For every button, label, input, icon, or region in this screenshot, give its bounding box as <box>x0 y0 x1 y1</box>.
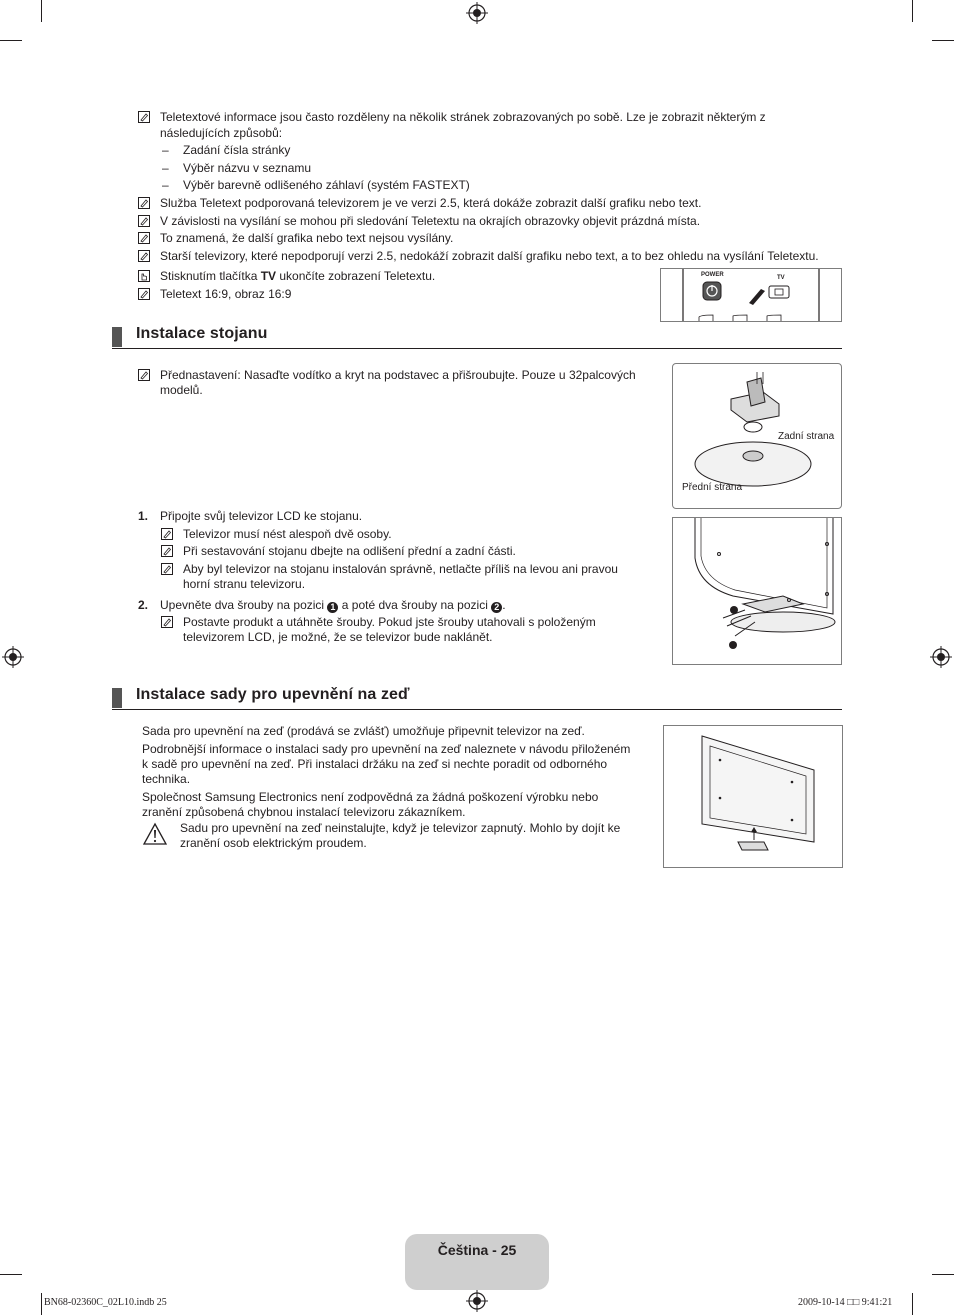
dash-bullet: – <box>162 143 169 157</box>
preset-note-line: modelů. <box>160 383 203 397</box>
tv-stand-screws-illustration <box>672 517 842 665</box>
stand-illustration <box>672 363 842 509</box>
warning-icon <box>142 822 168 846</box>
note-icon <box>138 250 150 262</box>
print-slug-left: BN68-02360C_02L10.indb 25 <box>44 1297 167 1308</box>
step-note: Televizor musí nést alespoň dvě osoby. <box>183 527 392 541</box>
wall-paragraph-line: zranění způsobená chybnou instalací televizoru zákazníkem. <box>142 805 466 819</box>
note-icon <box>138 232 150 244</box>
section-title-stand: Instalace stojanu <box>136 325 268 342</box>
wall-paragraph-line: k sadě pro upevnění na zeď. Při instalaci držáku na zeď si nechte poradit od odborného <box>142 757 608 771</box>
preset-note-line: Přednastavení: Nasaďte vodítko a kryt na podstavec a přišroubujte. Pouze u 32palcových <box>160 368 636 382</box>
teletext-note: Starší televizory, které nepodporují verzi 2.5, nedokáží zobrazit další grafiku nebo text, a to bez ohledu na vysílání Teletextu. <box>160 249 819 263</box>
registration-mark-icon <box>930 646 952 668</box>
teletext-note: Teletext 16:9, obraz 16:9 <box>160 287 292 301</box>
rear-side-label: Zadní strana <box>778 431 835 442</box>
wall-paragraph: Sada pro upevnění na zeď (prodává se zvlášť) umožňuje připevnit televizor na zeď. <box>142 724 585 738</box>
wall-mount-illustration <box>663 725 843 868</box>
note-icon <box>161 528 173 540</box>
registration-mark-icon <box>466 2 488 24</box>
note-icon <box>161 616 173 628</box>
remote-power-label: POWER <box>701 272 724 278</box>
section-title-wall-mount: Instalace sady pro upevnění na zeď <box>136 686 410 703</box>
teletext-note: To znamená, že další grafika nebo text nejsou vysílány. <box>160 231 454 245</box>
note-icon <box>138 215 150 227</box>
dash-item: Zadání čísla stránky <box>183 143 291 157</box>
teletext-note-line: následujících způsobů: <box>160 126 283 140</box>
step-note-line: televizorem LCD, je možné, že se televizor bude naklánět. <box>183 630 493 644</box>
dash-item: Výběr názvu v seznamu <box>183 161 312 175</box>
teletext-note-line: Teletextové informace jsou často rozděleny na několik stránek zobrazovaných po sobě. Lze je zobrazit některým z <box>160 110 766 124</box>
step-note-line: Aby byl televizor na stojanu instalován správně, netlačte příliš na levou ani pravou <box>183 562 618 576</box>
step-text: Připojte svůj televizor LCD ke stojanu. <box>160 509 363 523</box>
tv-back-icon <box>664 726 842 867</box>
tv-note-pre: Stisknutím tlačítka <box>160 269 261 283</box>
crop-mark <box>0 1274 22 1275</box>
tv-screws-icon <box>673 518 841 664</box>
dash-item: Výběr barevně odlišeného záhlaví (systém FASTEXT) <box>183 178 470 192</box>
crop-mark <box>932 1274 954 1275</box>
step-text <box>160 597 506 613</box>
step2-pre: Upevněte dva šrouby na pozici <box>160 598 328 612</box>
crop-mark <box>932 40 954 41</box>
step2-post: . <box>502 598 506 612</box>
note-icon <box>138 111 150 123</box>
remote-control-icon <box>661 269 841 321</box>
step2-mid: a poté dva šrouby na pozici <box>338 598 492 612</box>
teletext-note: Služba Teletext podporovaná televizorem je ve verzi 2.5, která dokáže zobrazit další grafiku nebo text. <box>160 196 702 210</box>
hand-press-icon <box>138 270 150 282</box>
wall-paragraph-line: Podrobnější informace o instalaci sady pro upevnění na zeď naleznete v návodu přiloženém <box>142 742 631 756</box>
section-bar <box>112 688 122 708</box>
step-note-line: horní stranu televizoru. <box>183 577 306 591</box>
note-icon <box>138 369 150 381</box>
remote-illustration <box>660 268 842 322</box>
position-1-badge: 1 <box>327 602 338 613</box>
registration-mark-icon <box>2 646 24 668</box>
section-rule <box>112 709 842 710</box>
note-icon <box>138 197 150 209</box>
section-rule <box>112 348 842 349</box>
wall-paragraph-line: technika. <box>142 772 191 786</box>
crop-mark <box>41 1293 42 1315</box>
step-number: 2. <box>138 598 149 612</box>
step-note-line: Postavte produkt a utáhněte šrouby. Pokud jste šrouby utahovali s položeným <box>183 615 596 629</box>
note-icon <box>138 288 150 300</box>
position-2-badge: 2 <box>491 602 502 613</box>
step-note: Při sestavování stojanu dbejte na odlišení přední a zadní části. <box>183 544 516 558</box>
teletext-note: V závislosti na vysílání se mohou při sledování Teletextu na okrajích obrazovky objevit prázdná místa. <box>160 214 701 228</box>
dash-bullet: – <box>162 161 169 175</box>
crop-mark <box>41 0 42 22</box>
section-bar <box>112 327 122 347</box>
step-number: 1. <box>138 509 149 523</box>
crop-mark <box>0 40 22 41</box>
wall-paragraph-line: Společnost Samsung Electronics není zodpovědná za žádná poškození výrobku nebo <box>142 790 599 804</box>
crop-mark <box>912 1293 913 1315</box>
note-icon <box>161 563 173 575</box>
tv-button-label: TV <box>260 269 277 283</box>
remote-tv-label: TV <box>777 275 785 281</box>
tv-note <box>160 268 435 284</box>
tv-note-post: ukončíte zobrazení Teletextu. <box>276 269 436 283</box>
registration-mark-icon <box>466 1290 488 1312</box>
page-number-label: Čeština - 25 <box>437 1242 517 1258</box>
dash-bullet: – <box>162 178 169 192</box>
warning-text-line: Sadu pro upevnění na zeď neinstalujte, když je televizor zapnutý. Mohlo by dojít ke <box>180 821 621 835</box>
warning-text-line: zranění osob elektrickým proudem. <box>180 836 367 850</box>
crop-mark <box>912 0 913 22</box>
front-side-label: Přední strana <box>682 482 743 493</box>
note-icon <box>161 545 173 557</box>
print-slug-right: 2009-10-14 □□ 9:41:21 <box>798 1297 893 1308</box>
